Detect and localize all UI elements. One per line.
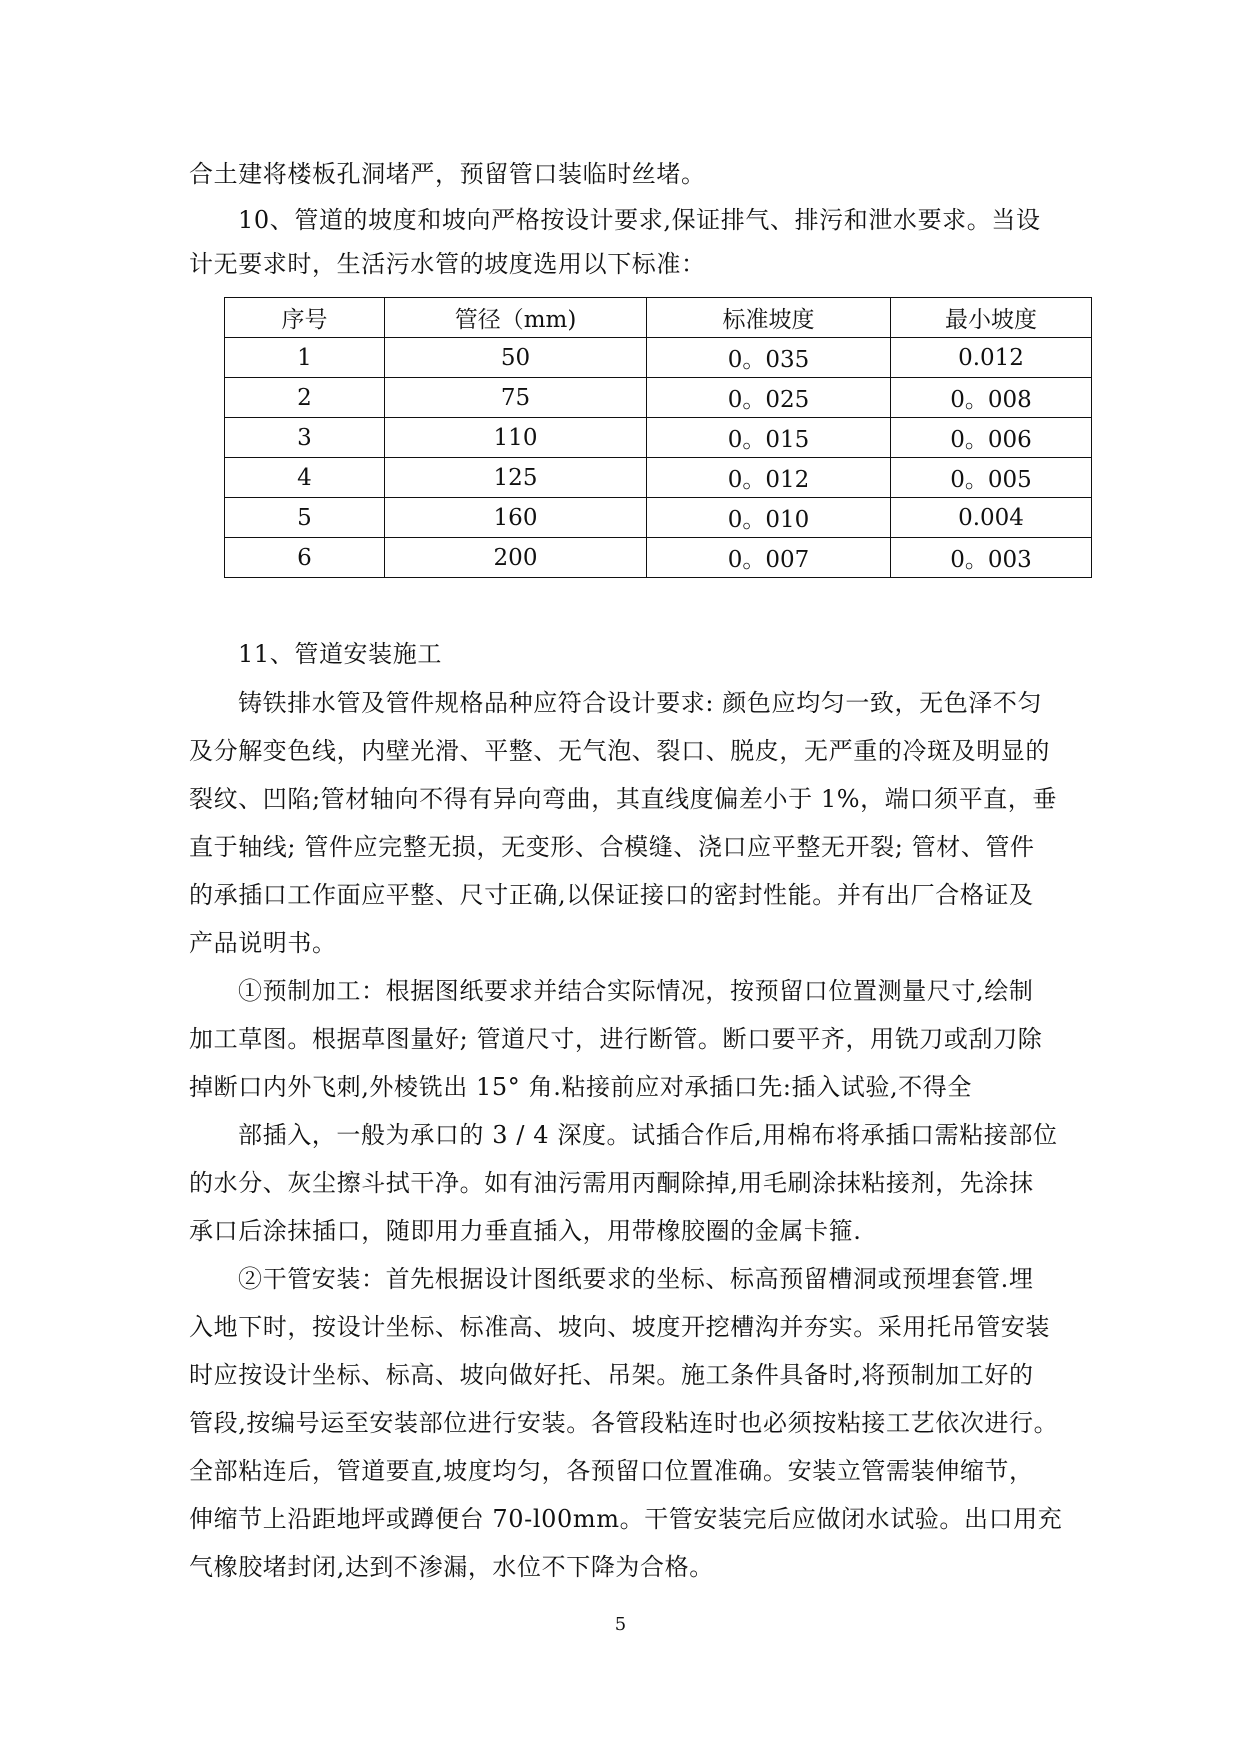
table-cell: 0。005 <box>891 458 1092 498</box>
text-line: 计无要求时，生活污水管的坡度选用以下标准： <box>189 250 706 278</box>
text-line: 合土建将楼板孔洞堵严，预留管口装临时丝堵。 <box>189 160 706 188</box>
text-line: ①预制加工：根据图纸要求并结合实际情况，按预留口位置测量尺寸,绘制 <box>238 977 1034 1005</box>
text-line: 全部粘连后，管道要直,坡度均匀，各预留口位置准确。安装立管需装伸缩节， <box>189 1457 1034 1485</box>
table-row <box>225 498 1092 538</box>
table-cell: 4 <box>225 458 385 498</box>
text-line: 承口后涂抹插口，随即用力垂直插入，用带橡胶圈的金属卡箍. <box>189 1217 862 1245</box>
text-line: 部插入，一般为承口的 3 / 4 深度。试插合作后,用棉布将承插口需粘接部位 <box>238 1121 1058 1149</box>
table-cell: 200 <box>385 538 647 578</box>
table-cell: 110 <box>385 418 647 458</box>
text-line: 时应按设计坐标、标高、坡向做好托、吊架。施工条件具备时,将预制加工好的 <box>189 1361 1034 1389</box>
table-cell: 0。008 <box>891 378 1092 418</box>
header-pipe-diameter: 管径（mm) <box>385 298 647 338</box>
table-row <box>225 458 1092 498</box>
table-row <box>225 338 1092 378</box>
table-cell: 1 <box>225 338 385 378</box>
table-cell: 6 <box>225 538 385 578</box>
table-cell: 0。012 <box>647 458 891 498</box>
table-cell: 0。015 <box>647 418 891 458</box>
table-cell: 0.012 <box>891 338 1092 378</box>
table-cell: 75 <box>385 378 647 418</box>
table-cell: 0。006 <box>891 418 1092 458</box>
text-line: 及分解变色线，内壁光滑、平整、无气泡、裂口、脱皮，无严重的冷斑及明显的 <box>189 737 1050 765</box>
table-cell: 2 <box>225 378 385 418</box>
page-number: 5 <box>614 1614 627 1635</box>
table-row <box>225 378 1092 418</box>
table-cell: 125 <box>385 458 647 498</box>
section-heading: 11、管道安装施工 <box>238 640 442 668</box>
text-line: 裂纹、凹陷;管材轴向不得有异向弯曲，其直线度偏差小于 1%，端口须平直，垂 <box>189 785 1057 813</box>
table-row <box>225 418 1092 458</box>
text-line: 铸铁排水管及管件规格品种应符合设计要求: 颜色应均匀一致，无色泽不匀 <box>238 689 1043 717</box>
table-row <box>225 538 1092 578</box>
header-serial-number: 序号 <box>225 298 385 338</box>
table-cell: 50 <box>385 338 647 378</box>
table-cell: 0。003 <box>891 538 1092 578</box>
table-cell: 160 <box>385 498 647 538</box>
text-line: 直于轴线; 管件应完整无损，无变形、合模缝、浇口应平整无开裂; 管材、管件 <box>189 833 1035 861</box>
text-line: 掉断口内外飞刺,外棱铣出 15° 角.粘接前应对承插口先:插入试验,不得全 <box>189 1073 972 1101</box>
text-line: 产品说明书。 <box>189 929 337 957</box>
table-cell: 5 <box>225 498 385 538</box>
text-line: 管段,按编号运至安装部位进行安装。各管段粘连时也必须按粘接工艺依次进行。 <box>189 1409 1059 1437</box>
table-cell: 0。035 <box>647 338 891 378</box>
text-line: 入地下时，按设计坐标、标准高、坡向、坡度开挖槽沟并夯实。采用托吊管安装 <box>189 1313 1050 1341</box>
header-minimum-slope: 最小坡度 <box>891 298 1092 338</box>
text-line: ②干管安装：首先根据设计图纸要求的坐标、标高预留槽洞或预埋套管.埋 <box>238 1265 1034 1293</box>
table-cell: 3 <box>225 418 385 458</box>
table-cell: 0。025 <box>647 378 891 418</box>
text-line: 的水分、灰尘擦斗拭干净。如有油污需用丙酮除掉,用毛刷涂抹粘接剂，先涂抹 <box>189 1169 1034 1197</box>
table-cell: 0。007 <box>647 538 891 578</box>
text-line: 加工草图。根据草图量好; 管道尺寸，进行断管。断口要平齐，用铣刀或刮刀除 <box>189 1025 1043 1053</box>
text-line: 的承插口工作面应平整、尺寸正确,以保证接口的密封性能。并有出厂合格证及 <box>189 881 1034 909</box>
text-line: 伸缩节上沿距地坪或蹲便台 70-l00mm。干管安装完后应做闭水试验。出口用充 <box>189 1505 1063 1533</box>
table-cell: 0.004 <box>891 498 1092 538</box>
text-line: 10、管道的坡度和坡向严格按设计要求,保证排气、排污和泄水要求。当设 <box>238 206 1041 234</box>
text-line: 气橡胶堵封闭,达到不渗漏，水位不下降为合格。 <box>189 1553 714 1581</box>
header-standard-slope: 标准坡度 <box>647 298 891 338</box>
table-cell: 0。010 <box>647 498 891 538</box>
slope-table <box>224 297 1092 578</box>
table-header-row <box>225 298 1092 338</box>
